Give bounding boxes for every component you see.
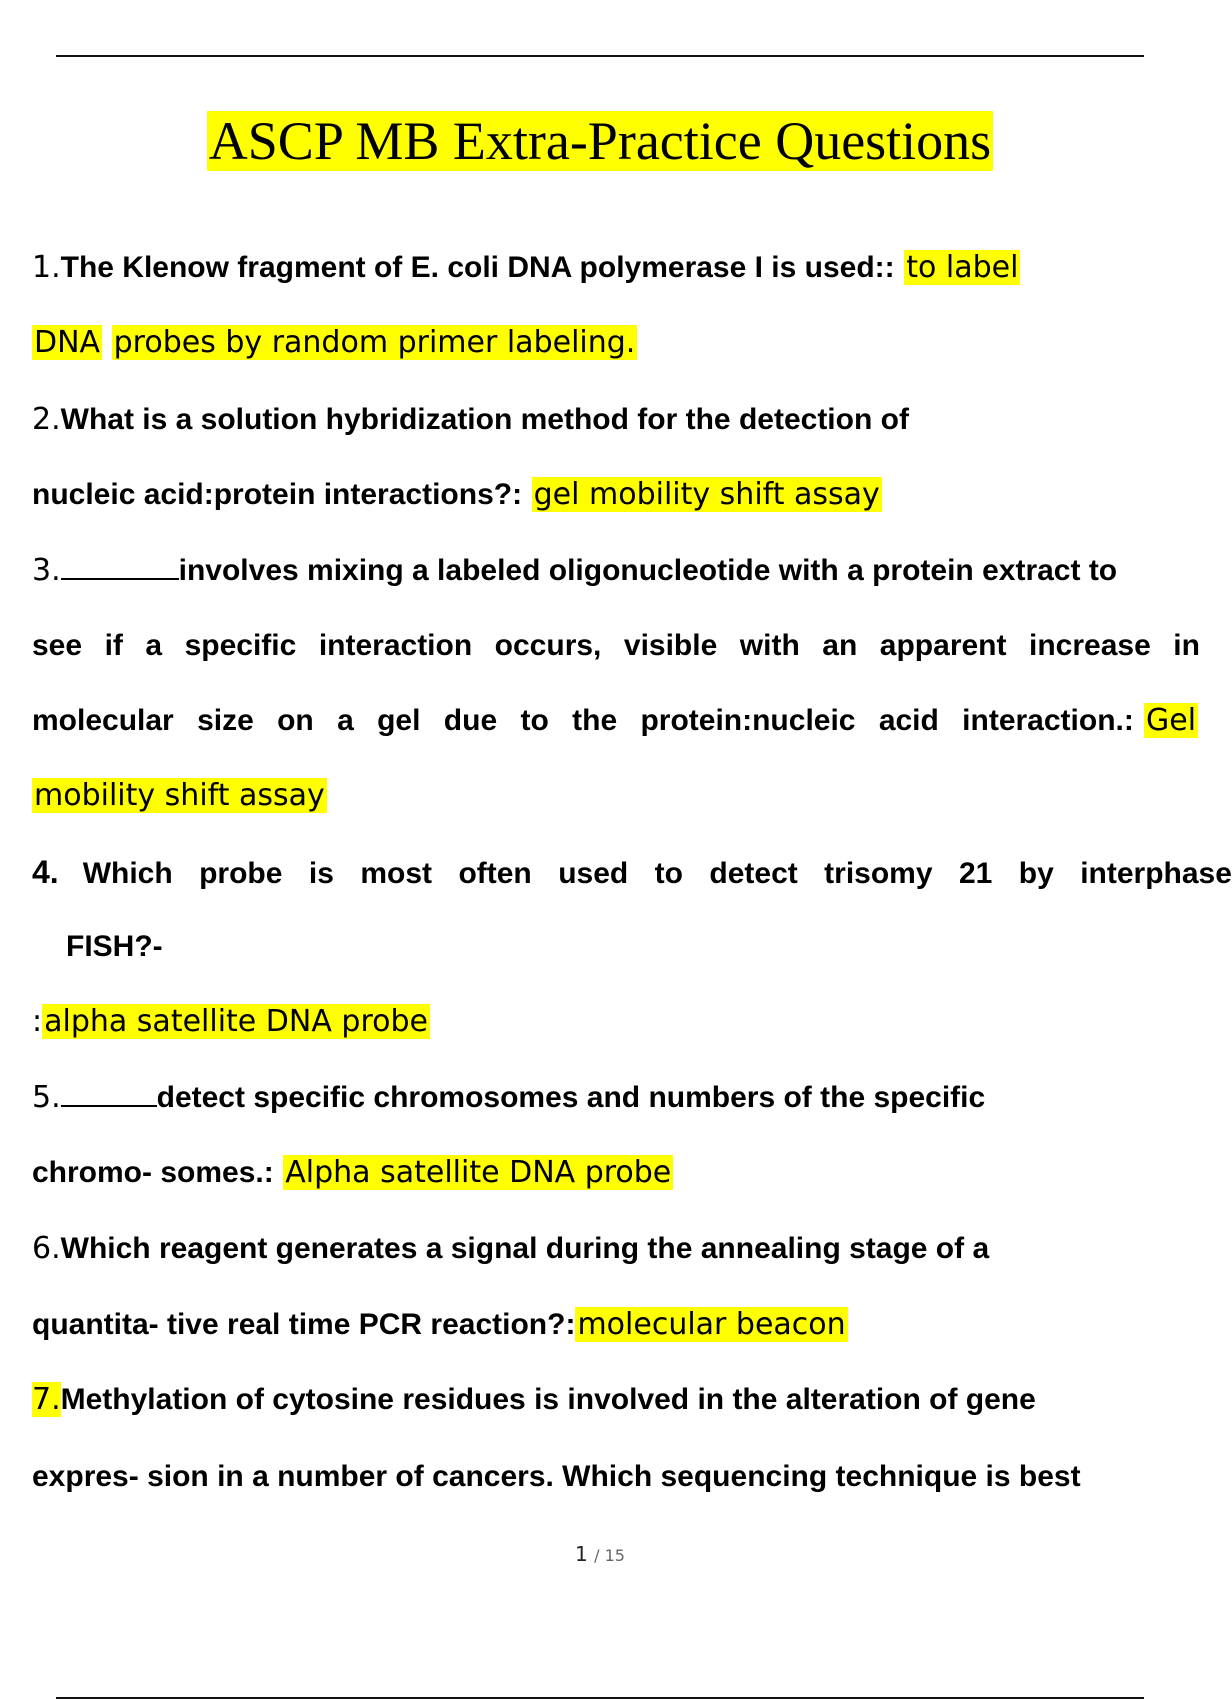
q3-answer-part2: mobility shift assay xyxy=(34,778,325,813)
q3-line-4 xyxy=(32,776,327,816)
q4-question-part1-word: trisomy xyxy=(824,857,933,890)
page-number xyxy=(0,1542,1200,1566)
q7-question-part1: Methylation of cytosine residues is involved in the alteration of gene xyxy=(60,1383,1036,1416)
q2-answer: gel mobility shift assay xyxy=(533,477,880,512)
q1-answer-part3: probes by random primer labeling. xyxy=(113,325,636,360)
q2-question-part2: nucleic acid:protein interactions?: xyxy=(32,478,523,511)
q3-question-part2-word: apparent xyxy=(879,629,1007,662)
q6-line-2 xyxy=(32,1305,848,1345)
q3-question-part2-word: if xyxy=(104,629,123,662)
page-current: 1 xyxy=(575,1542,588,1566)
q7-number: 7. xyxy=(32,1382,61,1417)
q4-question-part1-word: Which xyxy=(82,857,173,890)
q1-number: 1. xyxy=(32,250,61,285)
q7-line-1 xyxy=(32,1380,1036,1420)
top-rule xyxy=(56,55,1144,57)
q2-number: 2. xyxy=(32,402,61,437)
q3-line-2 xyxy=(32,626,1200,666)
q3-question-part2-word: an xyxy=(822,629,858,662)
q1-answer-part2: DNA xyxy=(34,325,101,360)
q3-question-part2-word: in xyxy=(1173,629,1200,662)
q3-question-part1: involves mixing a labeled oligonucleotide with a protein extract to xyxy=(178,554,1118,587)
q4-question-part1-word: is xyxy=(308,857,334,890)
q3-question-part2-word: a xyxy=(145,629,163,662)
q5-line-2 xyxy=(32,1153,673,1193)
q4-line-2 xyxy=(66,927,163,967)
q4-question-part1-word: detect xyxy=(709,857,798,890)
q5-answer: Alpha satellite DNA probe xyxy=(285,1155,672,1190)
q4-question-part1-word: probe xyxy=(199,857,283,890)
q3-question-part3-word: to xyxy=(520,704,549,737)
q3-line-3 xyxy=(32,701,1198,741)
q3-blank xyxy=(61,552,179,580)
q3-question-part3-word: acid xyxy=(878,704,939,737)
q4-question-part1-word: to xyxy=(654,857,683,890)
q3-question-part3-word: size xyxy=(197,704,254,737)
q1-line-2 xyxy=(32,323,637,363)
q2-line-1 xyxy=(32,400,909,440)
q3-question-part2-word: with xyxy=(739,629,800,662)
q4-question-part1-word: by xyxy=(1018,857,1054,890)
q2-question-part1: What is a solution hybridization method for the detection of xyxy=(60,403,909,436)
page-total: / 15 xyxy=(594,1546,625,1565)
q4-answer-prefix: : xyxy=(32,1004,43,1039)
q6-question-part2: quantita- tive real time PCR reaction?: xyxy=(32,1308,576,1341)
q3-question-part3-word: a xyxy=(337,704,354,737)
q1-line-1 xyxy=(32,248,1020,288)
q3-answer-part1: Gel xyxy=(1146,703,1197,738)
q3-question-part2-word: see xyxy=(32,629,83,662)
q3-question-part3-word: gel xyxy=(377,704,421,737)
page-title: ASCP MB Extra-Practice Questions xyxy=(208,111,992,171)
q3-question-part3-word: due xyxy=(443,704,498,737)
q3-question-part2-word: interaction xyxy=(318,629,473,662)
q3-question-part2-word: increase xyxy=(1029,629,1151,662)
q4-line-1 xyxy=(32,852,1232,894)
q3-question-part3-word: protein:nucleic xyxy=(640,704,856,737)
q1-answer-part1: to label xyxy=(906,250,1019,285)
q5-blank xyxy=(61,1079,157,1107)
q3-question-part3-word: interaction.: xyxy=(962,704,1134,737)
q3-question-part2-word: visible xyxy=(623,629,718,662)
q5-line-1 xyxy=(32,1078,985,1118)
q1-question: The Klenow fragment of E. coli DNA polymerase I is used:: xyxy=(60,251,895,284)
bottom-rule xyxy=(56,1697,1144,1699)
q3-question-part2-word: occurs, xyxy=(494,629,602,662)
q4-question-part2: FISH?- xyxy=(66,930,163,963)
q3-question-part3-word: on xyxy=(277,704,314,737)
q3-number: 3. xyxy=(32,553,61,588)
q4-question-part1 xyxy=(83,854,1232,894)
q4-question-part1-word: used xyxy=(558,857,629,890)
q7-question-part2: expres- sion in a number of cancers. Which sequencing technique is best xyxy=(32,1460,1081,1493)
q2-line-2 xyxy=(32,475,882,515)
q3-question-part3-word: molecular xyxy=(32,704,174,737)
q4-question-part1-word: most xyxy=(360,857,433,890)
q3-question-part2-word: specific xyxy=(184,629,297,662)
q5-question-part1: detect specific chromosomes and numbers of the specific xyxy=(156,1081,986,1114)
q4-question-part1-word: 21 xyxy=(958,857,993,890)
q6-answer: molecular beacon xyxy=(577,1307,846,1342)
q4-answer: alpha satellite DNA probe xyxy=(44,1004,428,1039)
q5-number: 5. xyxy=(32,1080,61,1115)
q4-question-part1-word: often xyxy=(458,857,532,890)
q4-number: 4. xyxy=(32,854,59,890)
q3-line-1 xyxy=(32,551,1117,591)
q6-line-1 xyxy=(32,1229,989,1269)
q4-question-part1-word: interphase xyxy=(1080,857,1232,890)
q6-number: 6. xyxy=(32,1231,61,1266)
q3-question-part3-word: the xyxy=(572,704,618,737)
q4-line-3 xyxy=(32,1002,430,1042)
q6-question-part1: Which reagent generates a signal during the annealing stage of a xyxy=(60,1232,990,1265)
q5-question-part2: chromo- somes.: xyxy=(32,1156,274,1189)
q7-line-2 xyxy=(32,1457,1081,1497)
q3-question-part3 xyxy=(32,701,1134,741)
